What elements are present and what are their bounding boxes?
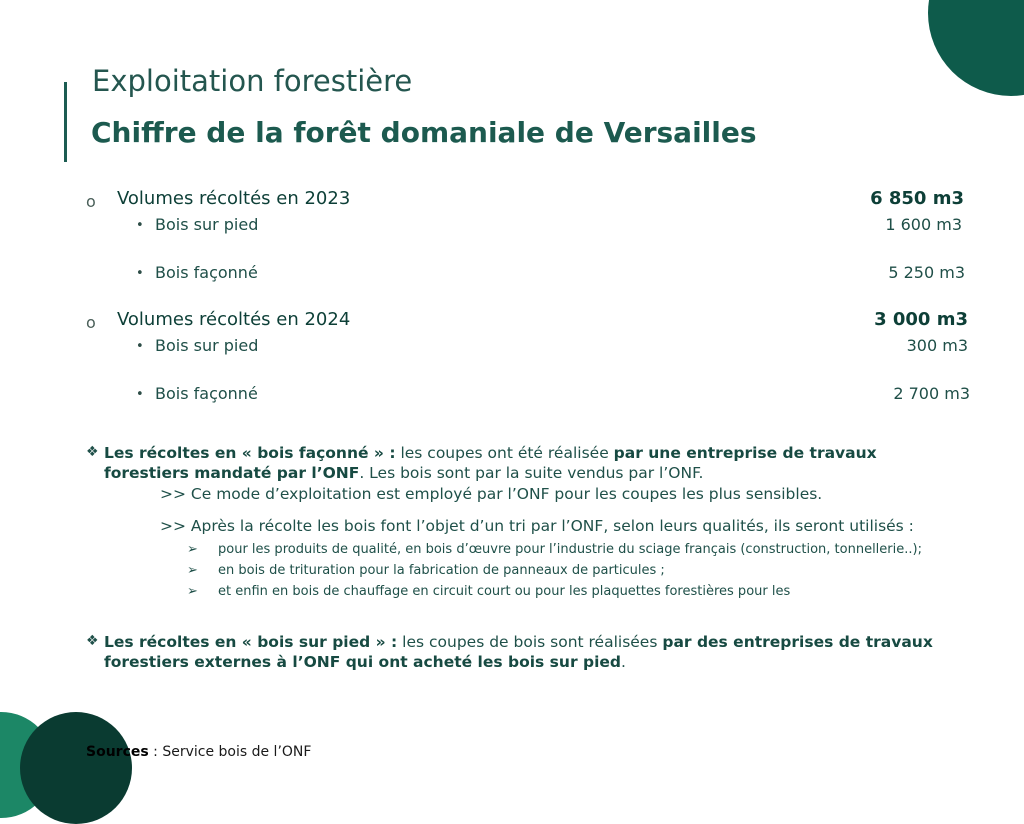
list-bullet: o: [86, 313, 96, 332]
diamond-bullet: ❖: [86, 444, 99, 460]
slide-subtitle: Exploitation forestière: [92, 64, 413, 98]
arrow-bullet-icon: ➢: [187, 584, 198, 599]
sources-note: [86, 744, 311, 760]
corner-decoration-bottom-left-dark: [20, 712, 132, 824]
list-bullet: •: [136, 339, 144, 354]
item-label: Bois sur pied: [155, 215, 259, 234]
faconne-note-2: >> Après la récolte les bois font l’objet d’un tri par l’ONF, selon leurs qualités, ils seront utilisés :: [160, 517, 914, 535]
item-label: Bois façonné: [155, 384, 258, 403]
faconne-note-1: >> Ce mode d’exploitation est employé par l’ONF pour les coupes les plus sensibles.: [160, 485, 823, 503]
sur-pied-paragraph: [104, 632, 934, 672]
sur-pied-text: les coupes de bois sont réalisées: [397, 633, 663, 651]
faconne-emphasis: par une entreprise de travaux forestiers mandaté par l’ONF: [104, 444, 877, 482]
sur-pied-emphasis: par des entreprises de travaux forestiers externes à l’ONF qui ont acheté les bois sur pied: [104, 633, 933, 671]
list-bullet: •: [136, 218, 144, 233]
use-item: pour les produits de qualité, en bois d’œuvre pour l’industrie du sciage français (construction, tonnellerie..);: [218, 542, 922, 557]
item-value: 5 250 m3: [888, 263, 965, 282]
diamond-bullet: ❖: [86, 633, 99, 649]
sources-label: Sources: [86, 744, 149, 760]
volume-2023-label: Volumes récoltés en 2023: [117, 188, 351, 209]
item-value: 1 600 m3: [885, 215, 962, 234]
list-bullet: •: [136, 266, 144, 281]
item-value: 2 700 m3: [893, 384, 970, 403]
title-accent-bar: [64, 82, 67, 162]
item-label: Bois façonné: [155, 263, 258, 282]
use-item: en bois de trituration pour la fabrication de panneaux de particules ;: [218, 563, 665, 578]
slide-title: Chiffre de la forêt domaniale de Versailles: [91, 116, 757, 149]
arrow-bullet-icon: ➢: [187, 542, 198, 557]
faconne-text-end: . Les bois sont par la suite vendus par l’ONF.: [359, 464, 704, 482]
sources-text: : Service bois de l’ONF: [148, 744, 312, 760]
corner-decoration-top-right: [928, 0, 1024, 96]
sur-pied-lead: Les récoltes en « bois sur pied » :: [104, 633, 398, 651]
sur-pied-text-end: .: [621, 653, 626, 671]
volume-2024-label: Volumes récoltés en 2024: [117, 309, 351, 330]
faconne-lead: Les récoltes en « bois façonné » :: [104, 444, 396, 462]
item-label: Bois sur pied: [155, 336, 259, 355]
use-item: et enfin en bois de chauffage en circuit court ou pour les plaquettes forestières pour les: [218, 584, 791, 599]
faconne-paragraph: [104, 443, 954, 483]
list-bullet: o: [86, 192, 96, 211]
item-value: 300 m3: [906, 336, 968, 355]
volume-2023-value: 6 850 m3: [870, 188, 964, 209]
volume-2024-value: 3 000 m3: [874, 309, 968, 330]
arrow-bullet-icon: ➢: [187, 563, 198, 578]
faconne-text: les coupes ont été réalisée: [395, 444, 614, 462]
list-bullet: •: [136, 387, 144, 402]
